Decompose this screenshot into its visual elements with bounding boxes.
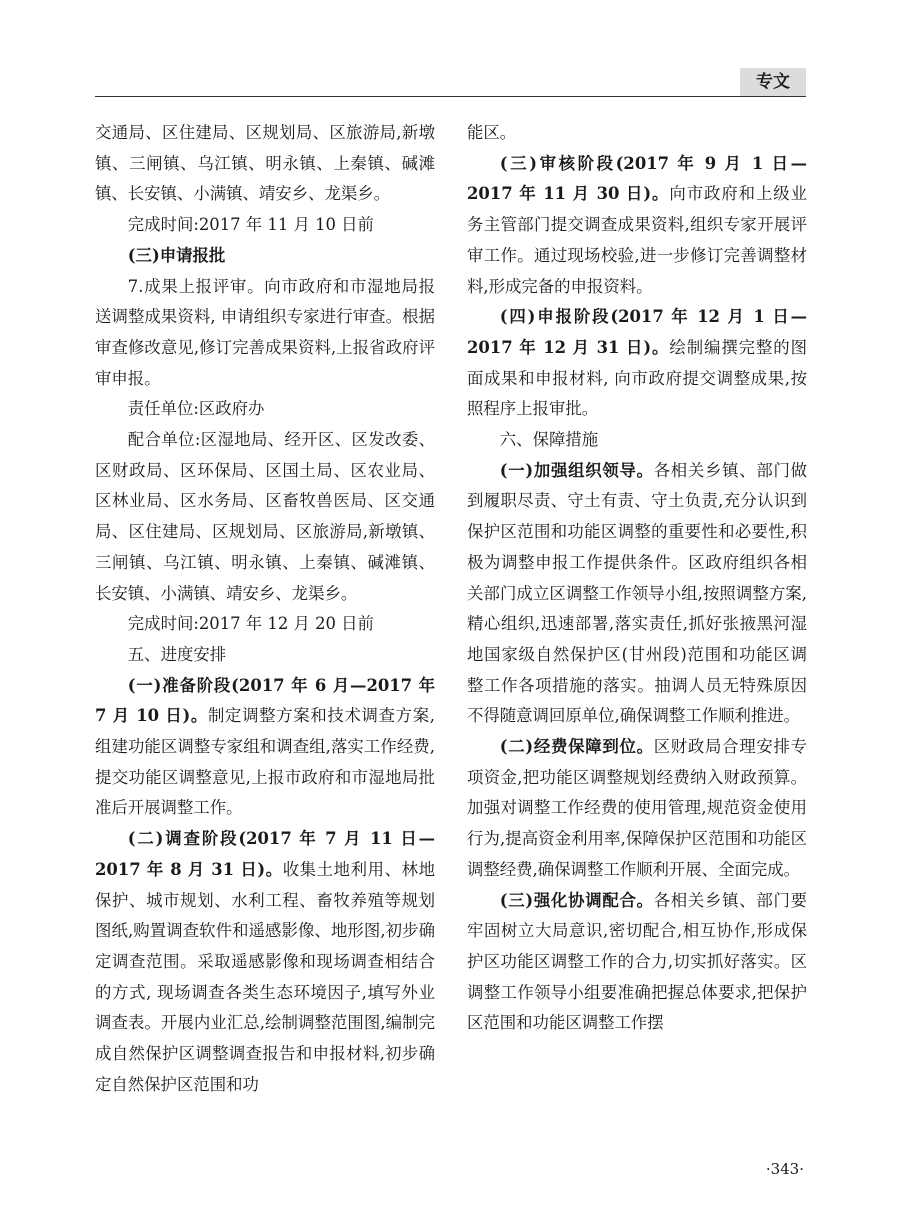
paragraph <box>467 149 807 303</box>
paragraph-text: 收集土地利用、林地保护、城市规划、水利工程、畜牧养殖等规划图纸,购置调查软件和遥感影像、地形图,初步确定调查范围。采取遥感影像和现场调查相结合的方式, 现场调查各类生态环境因子,填写外业调查表。开展内业汇总,绘制调整范围图,编制完成自然保护区调整调查报告和申报材料,初步确定自然保护区范围和功 <box>95 859 436 1094</box>
right-column <box>467 118 807 1039</box>
paragraph-text: 完成时间:2017 年 12 月 20 日前 <box>127 614 374 634</box>
paragraph-text: 能区。 <box>467 123 517 142</box>
paragraph <box>467 425 807 456</box>
paragraph <box>467 456 807 732</box>
paragraph <box>95 241 435 272</box>
paragraph-heading: (二)调查阶段(2017 年 7 月 11 日—2017 年 8 月 31 日)。 <box>95 829 435 879</box>
paragraph-text: 向市政府和上级业务主管部门提交调查成果资料,组织专家开展评审工作。通过现场校验,进一步修订完善调整材料,形成完备的申报资料。 <box>467 184 807 296</box>
paragraph-heading: (三)申请报批 <box>127 245 226 265</box>
paragraph <box>95 609 435 640</box>
paragraph-heading: (一)加强组织领导。 <box>499 460 654 480</box>
paragraph <box>95 824 435 1100</box>
paragraph-text: 责任单位:区政府办 <box>127 399 265 419</box>
paragraph-text: 五、进度安排 <box>127 644 227 664</box>
paragraph-text: 制定调整方案和技术调查方案,组建功能区调整专家组和调查组,落实工作经费,提交功能区调整意见,上报市政府和市湿地局批准后开展调整工作。 <box>95 706 435 818</box>
paragraph-heading: (一)准备阶段(2017 年 6 月—2017 年 7 月 10 日)。 <box>95 675 435 726</box>
paragraph-heading: (三)审核阶段(2017 年 9 月 1 日—2017 年 11 月 30 日)。 <box>467 153 807 204</box>
header-rule <box>95 96 806 97</box>
paragraph-text: 区财政局合理安排专项资金,把功能区调整规划经费纳入财政预算。加强对调整工作经费的使用管理,规范资金使用行为,提高资金利用率,保障保护区范围和功能区调整经费,确保调整工作顺利开展、全面完成。 <box>467 737 808 879</box>
paragraph <box>467 886 807 1040</box>
paragraph <box>95 394 435 425</box>
paragraph-text: 六、保障措施 <box>499 430 599 450</box>
paragraph-text: 绘制编撰完整的图面成果和申报材料, 向市政府提交调整成果,按照程序上报审批。 <box>467 337 807 419</box>
paragraph-text: 交通局、区住建局、区规划局、区旅游局,新墩镇、三闸镇、乌江镇、明永镇、上秦镇、碱滩镇、长安镇、小满镇、靖安乡、龙渠乡。 <box>95 123 435 204</box>
section-label: 专文 <box>740 68 806 96</box>
paragraph <box>467 732 807 886</box>
paragraph-text: 配合单位:区湿地局、经开区、区发改委、区财政局、区环保局、区国土局、区农业局、区林业局、区水务局、区畜牧兽医局、区交通局、区住建局、区规划局、区旅游局,新墩镇、三闸镇、乌江镇、明永镇、上秦镇、碱滩镇、长安镇、小满镇、靖安乡、龙渠乡。 <box>95 430 435 603</box>
paragraph-text: 7.成果上报评审。向市政府和市湿地局报送调整成果资料, 申请组织专家进行审查。根据审查修改意见,修订完善成果资料,上报省政府评审申报。 <box>95 276 435 388</box>
paragraph <box>467 302 807 425</box>
paragraph-heading: (二)经费保障到位。 <box>499 737 654 757</box>
paragraph <box>467 118 807 149</box>
paragraph <box>95 210 435 241</box>
paragraph <box>95 425 435 609</box>
page-number: ·343· <box>765 1160 804 1178</box>
paragraph <box>95 640 435 671</box>
left-column <box>95 118 435 1101</box>
paragraph-text: 各相关乡镇、部门做到履职尽责、守土有责、守土负责,充分认识到保护区范围和功能区调整的重要性和必要性,积极为调整申报工作提供条件。区政府组织各相关部门成立区调整工作领导小组,按照调整方案,精心组织,迅速部署,落实责任,抓好张掖黑河湿地国家级自然保护区(甘州段)范围和功能区调整工作各项措施的落实。抽调人员无特殊原因不得随意调回原单位,确保调整工作顺利推进。 <box>467 460 808 726</box>
paragraph-heading: (三)强化协调配合。 <box>499 890 654 910</box>
paragraph <box>95 671 435 825</box>
paragraph-heading: (四)申报阶段(2017 年 12 月 1 日—2017 年 12 月 31 日)。 <box>467 307 807 357</box>
paragraph <box>95 272 435 395</box>
paragraph <box>95 118 435 210</box>
paragraph-text: 各相关乡镇、部门要牢固树立大局意识,密切配合,相互协作,形成保护区功能区调整工作的合力,切实抓好落实。区调整工作领导小组要准确把握总体要求,把保护区范围和功能区调整工作摆 <box>467 890 808 1033</box>
paragraph-text: 完成时间:2017 年 11 月 10 日前 <box>127 215 374 235</box>
